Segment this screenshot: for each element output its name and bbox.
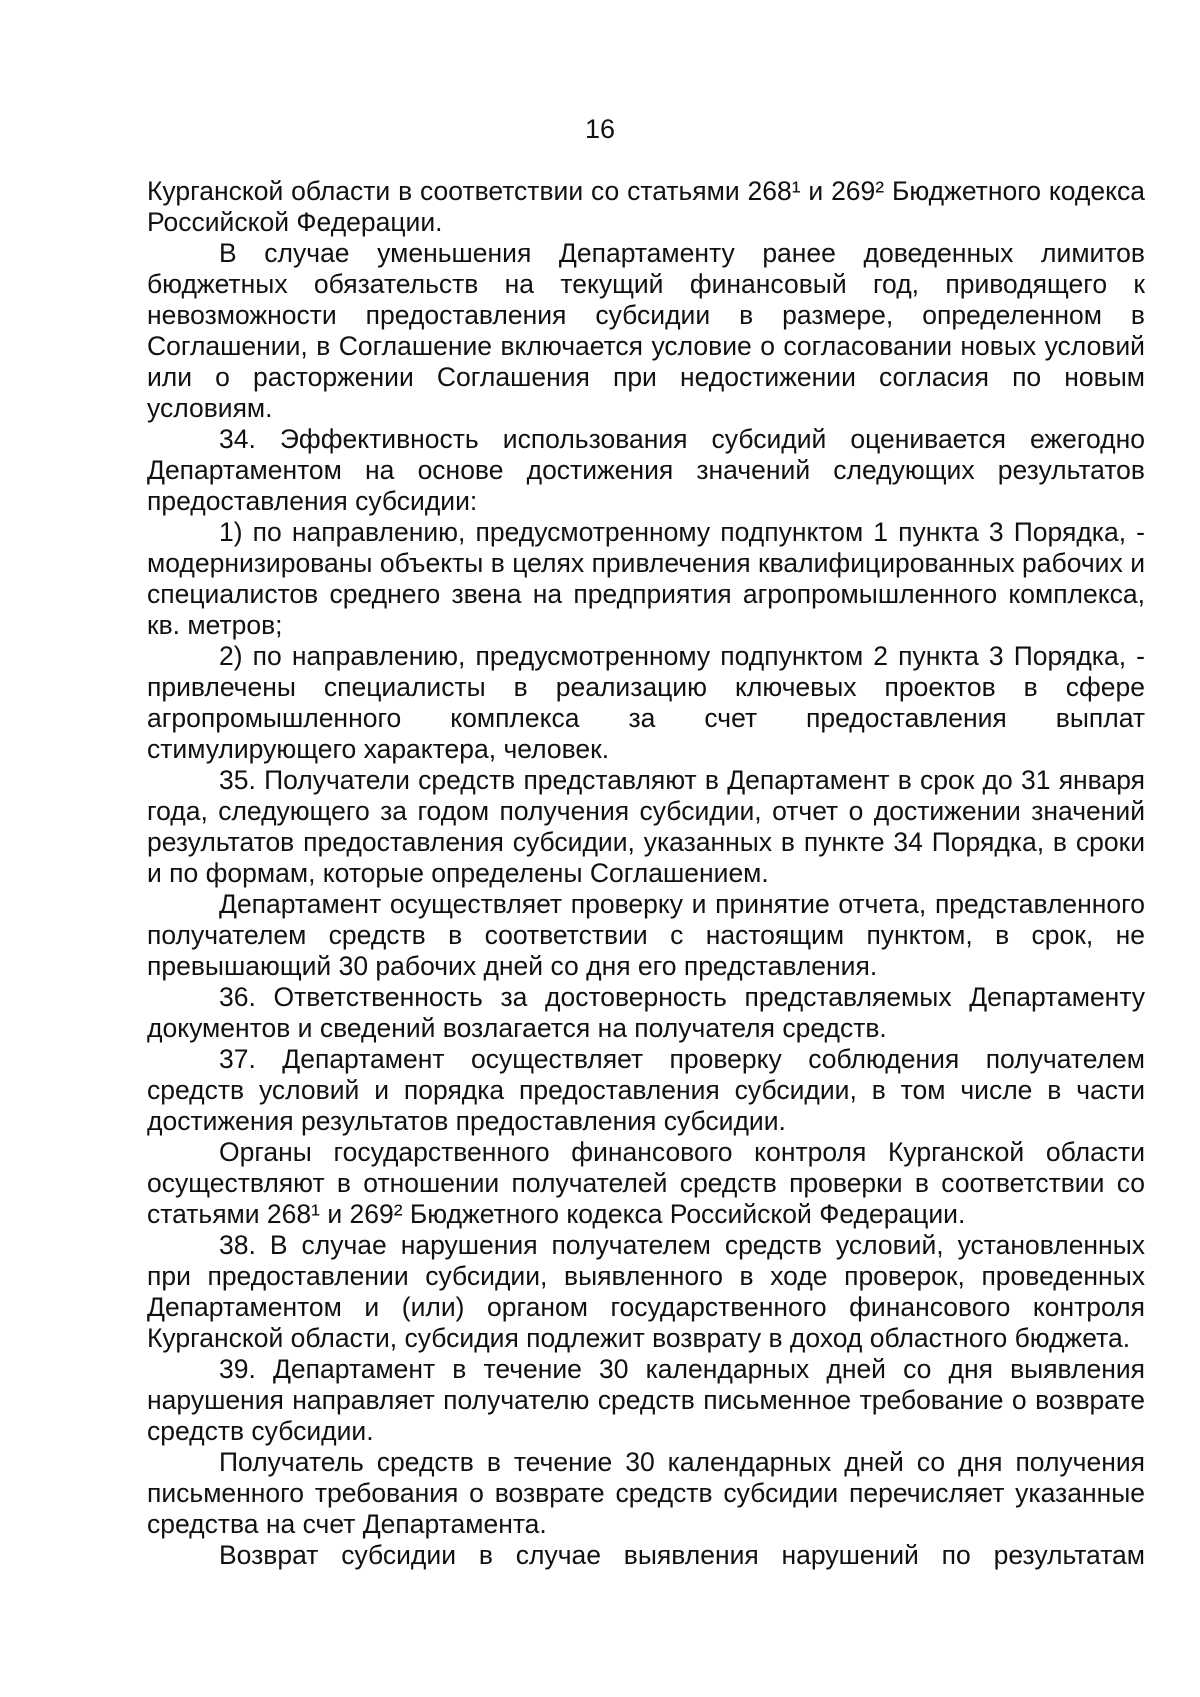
paragraph-36: 36. Ответственность за достоверность представляемых Департаменту документов и сведений возлагается на получателя средств. [147, 982, 1145, 1043]
page-number: 16 [584, 114, 616, 144]
paragraph-38: 38. В случае нарушения получателем средств условий, установленных при предоставлении субсидии, выявленного в ходе проверок, проведенных Департаментом и (или) органом государственного финансового контроля Курганской области, субсидия подлежит возврату в доход областного бюджета. [147, 1230, 1145, 1353]
paragraph-39-refund: Получатель средств в течение 30 календарных дней со дня получения письменного требования о возврате средств субсидии перечисляет указанные средства на счет Департамента. [147, 1447, 1145, 1539]
paragraph-34-item-2: 2) по направлению, предусмотренному подпунктом 2 пункта 3 Порядка, - привлечены специалисты в реализацию ключевых проектов в сфере агропромышленного комплекса за счет предоставления выплат стимулирующего характера, человек. [147, 641, 1145, 764]
paragraph-refund-continued: Возврат субсидии в случае выявления нарушений по результатам [219, 1540, 1145, 1570]
paragraph-34: 34. Эффективность использования субсидий оценивается ежегодно Департаментом на основе достижения значений следующих результатов предоставления субсидии: [147, 424, 1145, 516]
paragraph-35: 35. Получатели средств представляют в Департамент в срок до 31 января года, следующего за годом получения субсидии, отчет о достижении значений результатов предоставления субсидии, указанных в пункте 34 Порядка, в сроки и по формам, которые определены Соглашением. [147, 765, 1145, 888]
paragraph-continuation: Курганской области в соответствии со статьями 268¹ и 269² Бюджетного кодекса Российской Федерации. [147, 176, 1145, 237]
paragraph-35-review: Департамент осуществляет проверку и принятие отчета, представленного получателем средств в соответствии с настоящим пунктом, в срок, не превышающий 30 рабочих дней со дня его представления. [147, 889, 1145, 981]
document-body [147, 176, 1145, 1571]
paragraph-34-item-1: 1) по направлению, предусмотренному подпунктом 1 пункта 3 Порядка, - модернизированы объекты в целях привлечения квалифицированных рабочих и специалистов среднего звена на предприятия агропромышленного комплекса, кв. метров; [147, 517, 1145, 640]
paragraph-budget-limits: В случае уменьшения Департаменту ранее доведенных лимитов бюджетных обязательств на текущий финансовый год, приводящего к невозможности предоставления субсидии в размере, определенном в Соглашении, в Соглашение включается условие о согласовании новых условий или о расторжении Соглашения при недостижении согласия по новым условиям. [147, 238, 1145, 423]
paragraph-39: 39. Департамент в течение 30 календарных дней со дня выявления нарушения направляет получателю средств письменное требование о возврате средств субсидии. [147, 1354, 1145, 1446]
paragraph-37-control: Органы государственного финансового контроля Курганской области осуществляют в отношении получателей средств проверки в соответствии со статьями 268¹ и 269² Бюджетного кодекса Российской Федерации. [147, 1137, 1145, 1229]
paragraph-37: 37. Департамент осуществляет проверку соблюдения получателем средств условий и порядка предоставления субсидии, в том числе в части достижения результатов предоставления субсидии. [147, 1044, 1145, 1136]
